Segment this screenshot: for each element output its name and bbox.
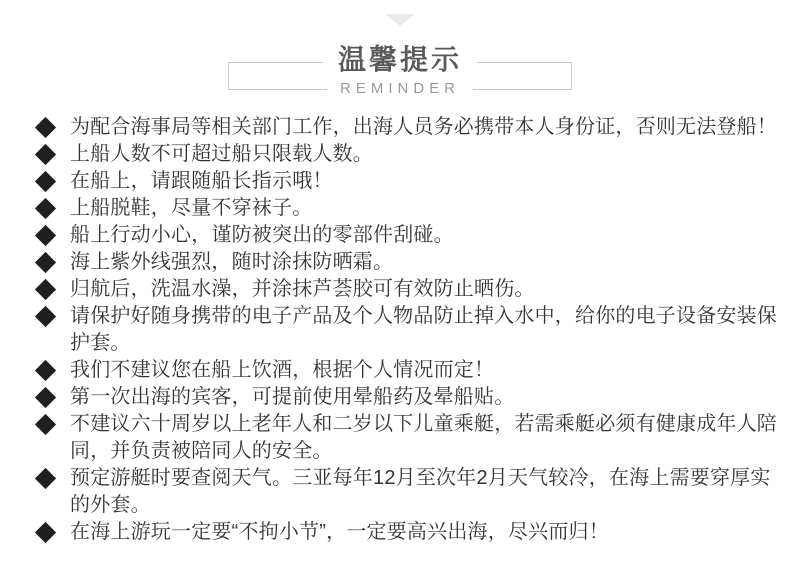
tip-item — [38, 411, 778, 465]
tip-text: 不建议六十周岁以上老年人和二岁以下儿童乘艇，若需乘艇必须有健康成年人陪同，并负责被陪同人的安全。 — [70, 413, 777, 462]
diamond-bullet-icon — [35, 414, 56, 435]
diamond-bullet-icon — [35, 468, 56, 489]
tips-list — [38, 114, 778, 546]
tip-item — [38, 114, 778, 141]
tip-item — [38, 195, 778, 222]
title-frame — [228, 44, 572, 97]
tip-text: 归航后，洗温水澡，并涂抹芦荟胶可有效防止晒伤。 — [70, 278, 535, 300]
diamond-bullet-icon — [35, 225, 56, 246]
tip-item — [38, 384, 778, 411]
tip-text: 预定游艇时要查阅天气。三亚每年12月至次年2月天气较冷，在海上需要穿厚实的外套。 — [70, 467, 771, 516]
tip-item — [38, 276, 778, 303]
tip-text: 上船脱鞋，尽量不穿袜子。 — [70, 197, 313, 219]
tip-item — [38, 141, 778, 168]
diamond-bullet-icon — [35, 279, 56, 300]
diamond-bullet-icon — [35, 144, 56, 165]
tip-text: 船上行动小心，谨防被突出的零部件刮碰。 — [70, 224, 454, 246]
tip-text: 海上紫外线强烈，随时涂抹防晒霜。 — [70, 251, 394, 273]
page-title: 温馨提示 — [323, 45, 477, 75]
diamond-bullet-icon — [35, 198, 56, 219]
diamond-bullet-icon — [35, 522, 56, 543]
diamond-bullet-icon — [35, 117, 56, 138]
tip-item — [38, 168, 778, 195]
diamond-bullet-icon — [35, 306, 56, 327]
tip-item — [38, 519, 778, 546]
tip-text: 我们不建议您在船上饮酒，根据个人情况而定！ — [70, 359, 495, 381]
tip-text: 在海上游玩一定要“不拘小节”，一定要高兴出海，尽兴而归！ — [70, 521, 609, 543]
tip-item — [38, 357, 778, 384]
page-subtitle: REMINDER — [327, 80, 473, 98]
diamond-bullet-icon — [35, 252, 56, 273]
tip-text: 上船人数不可超过船只限载人数。 — [70, 143, 373, 165]
tip-item — [38, 465, 778, 519]
tip-item — [38, 303, 778, 357]
tip-text: 第一次出海的宾客，可提前使用晕船药及晕船贴。 — [70, 386, 515, 408]
tip-item — [38, 249, 778, 276]
tip-item — [38, 222, 778, 249]
tip-text: 为配合海事局等相关部门工作，出海人员务必携带本人身份证，否则无法登船！ — [70, 116, 777, 138]
tip-text: 在船上，请跟随船长指示哦！ — [70, 170, 333, 192]
diamond-bullet-icon — [35, 387, 56, 408]
tip-text: 请保护好随身携带的电子产品及个人物品防止掉入水中，给你的电子设备安装保护套。 — [70, 305, 777, 354]
down-triangle-icon — [385, 14, 415, 26]
diamond-bullet-icon — [35, 171, 56, 192]
header — [0, 0, 800, 97]
diamond-bullet-icon — [35, 360, 56, 381]
